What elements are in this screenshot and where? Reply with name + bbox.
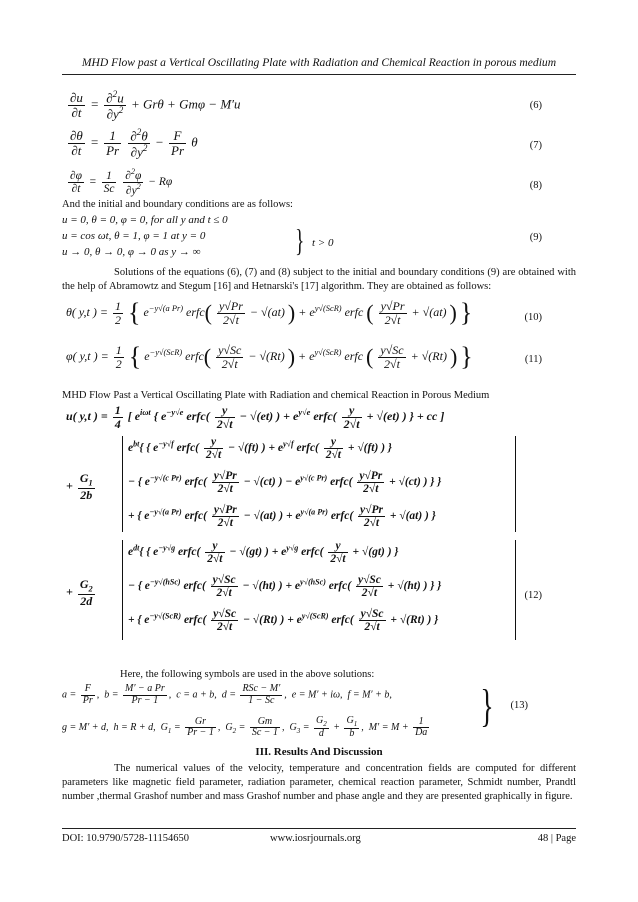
equation-12-block-2-row-2: − { $e^{-y√(hSc)}$ erfc( $\frac{y√Sc}{2√t}$ − √(ht) ) + $e^{y√(hSc)}$ erfc( $\frac{y√Sc}{2√t}$ + √(ht) ) } } xyxy=(128,574,442,600)
equation-12-block-1-row-2: − { $e^{-y√(c Pr)}$ erfc( $\frac{y√Pr}{2√t}$ − √(ct) ) − $e^{y√(c Pr)}$ erfc( $\frac{y√Pr}{2√t}$ + √(ct) ) } } xyxy=(128,470,442,496)
equation-10-number: (10) xyxy=(524,312,542,323)
footer-doi: DOI: 10.9790/5728-11154650 xyxy=(62,833,189,844)
equation-7: $\frac{\partial\theta}{\partial t}$ = $\frac{1}{Pr}$ $\frac{\partial^2\theta}{\partial y^2}$ − $\frac{F}{Pr}$ θ xyxy=(70,127,198,160)
equation-7-tail: θ xyxy=(191,134,198,150)
boundary-side-condition: t > 0 xyxy=(312,237,334,249)
equation-12-block-1-row-3: + { $e^{-y√(a Pr)}$ erfc( $\frac{y√Pr}{2√t}$ − √(at) ) + $e^{y√(a Pr)}$ erfc( $\frac{y√Pr}{2√t}$ + √(at) ) } xyxy=(128,504,436,530)
equation-12-g1-coefficient: + $\frac{G_1}{2b}$ xyxy=(66,471,93,503)
equation-12-block-2-row-3: + { $e^{-y√(ScR)}$ erfc( $\frac{y√Sc}{2√t}$ − √(Rt) ) + $e^{y√(ScR)}$ erfc( $\frac{y√Sc}{2√t}$ + √(Rt) ) } xyxy=(128,608,439,634)
boundary-line-1: u = 0, θ = 0, φ = 0, for all y and t ≤ 0 xyxy=(62,214,228,226)
equation-10: θ( y,t ) = $\frac{1}{2}$ { $e^{-y√(a Pr)}$ erfc( $\frac{y√Pr}{2√t}$ − √(at) ) + $e^{y√(ScR)}$ erfc ( $\frac{y√Pr}{2√t}$ + √(at) ) } xyxy=(66,298,473,327)
equation-8-tail: − Rφ xyxy=(148,176,173,189)
equation-12-number: (12) xyxy=(524,590,542,601)
boundary-line-3: u → 0, θ → 0, φ → 0 as y → ∞ xyxy=(62,246,201,258)
equation-6-number: (6) xyxy=(529,100,542,111)
header-rule xyxy=(62,74,576,75)
symbols-brace: } xyxy=(480,680,494,731)
boundary-intro: And the initial and boundary conditions are as follows: xyxy=(62,199,293,210)
symbols-intro: Here, the following symbols are used in the above solutions: xyxy=(120,669,375,680)
equation-12-block-1-row-1: $e^{bt}${ { $e^{-y√f}$ erfc( $\frac{y}{2√t}$ − √(ft) ) + $e^{y√f}$ erfc( $\frac{y}{2√t}$ + √(ft) ) } xyxy=(128,436,392,462)
equation-6-tail: + Grθ + Gmφ − M′u xyxy=(130,96,241,112)
equation-12-g2-coefficient: + $\frac{G_2}{2d}$ xyxy=(66,577,93,609)
boundary-line-2: u = cos ωt, θ = 1, φ = 1 at y = 0 xyxy=(62,230,206,242)
equation-11: φ( y,t ) = $\frac{1}{2}$ { $e^{-y√(ScR)}$ erfc( $\frac{y√Sc}{2√t}$ − √(Rt) ) + $e^{y√(ScR)}$ erfc ( $\frac{y√Sc}{2√t}$ + √(Rt) ) } xyxy=(66,342,473,371)
results-paragraph: The numerical values of the velocity, temperature and concentration fields are computed for different parameters like magnetic field parameter, radiation parameter, chemical reaction parameter, Schmidt number, Prandtl number ,thermal Grashof number and mass Grashof number and phase angle and they are presented graphically in figure. xyxy=(62,763,576,802)
velocity-caption: MHD Flow Past a Vertical Oscillating Plate with Radiation and chemical Reaction in Porous Medium xyxy=(62,390,490,401)
footer-rule xyxy=(62,828,576,829)
equation-13-number: (13) xyxy=(510,700,528,711)
equation-6: $\frac{\partial u}{\partial t}$ = $\frac{\partial^2u}{\partial y^2}$ + Grθ + Gmφ − M′u xyxy=(70,89,241,122)
symbols-row-2: g = M′ + d, h = R + d, $G_1$ = $\frac{Gr}{Pr - 1}$ , $G_2$ = $\frac{Gm}{Sc - 1}$ , $G_3$ = $\frac{G_2}{d}$ + $\frac{G_1}{b}$ , M′ = M + $\frac{1}{Da}$ xyxy=(62,715,428,740)
boundary-brace: } xyxy=(295,222,305,258)
equation-11-number: (11) xyxy=(524,354,542,365)
symbols-row-1: a = $\frac{F}{Pr}$ , b = $\frac{\text{M′ − a Pr}}{Pr - 1}$ , c = a + b, d = $\frac{\text{RSc − M′}}{1 - Sc}$ , e = M′ + iω, f = M′ + b, xyxy=(62,683,392,706)
equation-8: $\frac{\partial\varphi}{\partial t}$ = $\frac{1}{Sc}$ $\frac{\partial^2\varphi}{\partial y^2}$ − Rφ xyxy=(70,167,173,197)
footer-page: 48 | Page xyxy=(537,833,576,844)
equation-9-number: (9) xyxy=(529,232,542,243)
section-heading: III. Results And Discussion xyxy=(255,746,383,758)
footer-site: www.iosrjournals.org xyxy=(270,833,361,844)
solutions-paragraph: Solutions of the equations (6), (7) and (8) subject to the initial and boundary conditions (9) are obtained with the help of Abramowtz and Stegum [16] and Hetnarski's [17] algorithm. They are obtained as follows: xyxy=(62,267,576,292)
equation-8-number: (8) xyxy=(529,180,542,191)
equation-12-block-2-row-1: $e^{dt}${ { $e^{-y√g}$ erfc( $\frac{y}{2√t}$ − √(gt) ) + $e^{y√g}$ erfc( $\frac{y}{2√t}$ + √(gt) ) } xyxy=(128,540,399,566)
running-header: MHD Flow past a Vertical Oscillating Plate with Radiation and Chemical Reaction in porous medium xyxy=(81,56,557,69)
equation-7-number: (7) xyxy=(529,140,542,151)
equation-12-line-1: u( y,t ) = $\frac{1}{4}$ [ $e^{i\omega t}$ { $e^{-y√e}$ erfc( $\frac{y}{2√t}$ − √(et) ) + $e^{y√e}$ erfc( $\frac{y}{2√t}$ + √(et) ) } + cc ] xyxy=(66,403,445,431)
